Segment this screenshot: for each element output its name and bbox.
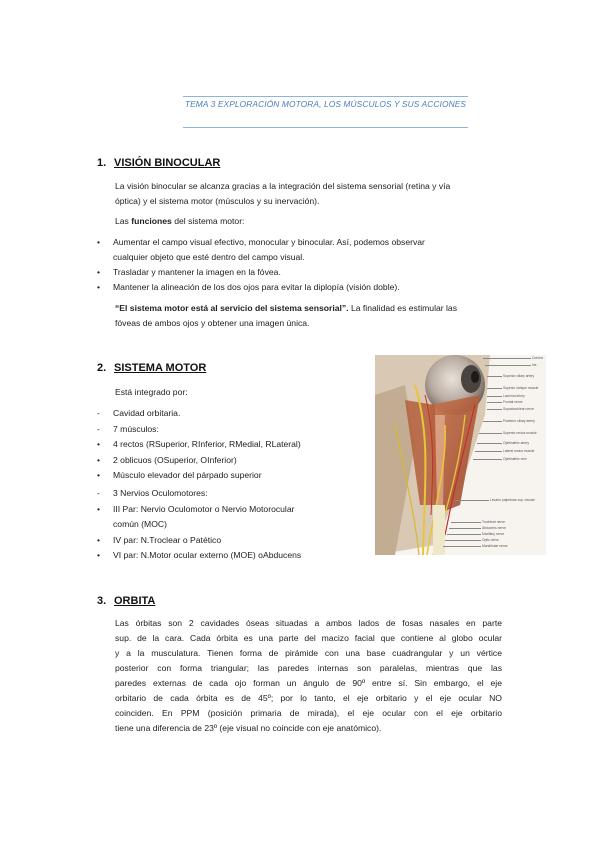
list-text: 3 Nervios Oculomotores:: [113, 488, 208, 498]
s2-intro: Está integrado por:: [115, 387, 188, 397]
list-text: 7 músculos:: [113, 424, 159, 434]
s1-bullet-text: Trasladar y mantener la imagen en la fóvea.: [113, 267, 281, 277]
s1-functions-post: del sistema motor:: [171, 216, 245, 226]
figure-label: Ophthalmic artery: [503, 441, 530, 445]
list-mark: •: [97, 550, 101, 560]
figure-label: Lacrimal artery: [503, 394, 525, 398]
header-top-rule: [183, 96, 468, 97]
figure-label: Cornea: [532, 356, 543, 360]
figure-leader-line: [487, 388, 502, 389]
figure-label: Frontal nerve: [503, 400, 523, 404]
figure-leader-line: [451, 522, 481, 523]
figure-label: Abducens nerve: [482, 526, 506, 530]
figure-label: Ophthalmic vein: [503, 457, 527, 461]
s3-line: Las órbitas son 2 cavidades óseas situadas a ambos lados de fosas nasales en parte: [115, 618, 502, 628]
s3-line: posterior con forma triangular; las paredes internas son paralelas, mientras que las: [115, 663, 502, 673]
list-text: 2 oblicuos (OSuperior, OInferior): [113, 455, 237, 465]
figure-label: Mandibular nerve: [482, 544, 508, 548]
list-text: común (MOC): [113, 519, 167, 529]
s1-intro-line-2: óptica) y el sistema motor (músculos y su inervación).: [115, 196, 320, 206]
figure-leader-line: [455, 500, 489, 501]
figure-leader-line: [479, 433, 502, 434]
section-3-number: 3.: [97, 595, 107, 607]
section-2-heading: [97, 362, 206, 374]
s1-functions-pre: Las: [115, 216, 132, 226]
document-header-title: TEMA 3 EXPLORACIÓN MOTORA, LOS MÚSCULOS Y SUS ACCIONES: [184, 99, 467, 109]
eye-anatomy-drawing: [375, 355, 546, 555]
s1-intro-line-1: La visión binocular se alcanza gracias a la integración del sistema sensorial (retina y vía: [115, 181, 451, 191]
list-mark: •: [97, 455, 101, 465]
s3-line: sup. de la cara. Cada órbita es una parte del macizo facial que contiene al globo ocular: [115, 633, 502, 643]
section-2-title: SISTEMA MOTOR: [114, 362, 207, 374]
s1-quote-line-1: [115, 301, 515, 316]
header-bottom-rule: [183, 127, 468, 128]
figure-leader-line: [473, 459, 502, 460]
figure-leader-line: [487, 396, 502, 397]
figure-leader-line: [487, 402, 502, 403]
list-text: VI par: N.Motor ocular externo (MOE) oAbducens: [113, 550, 302, 560]
bullet-mark: •: [97, 267, 101, 277]
section-1-heading: [97, 157, 220, 169]
s1-bullet-text: Aumentar el campo visual efectivo, monocular y binocular. Así, podemos observar: [113, 237, 425, 247]
figure-label: Superior ciliary artery: [503, 374, 535, 378]
list-mark: •: [97, 439, 101, 449]
section-3-title: ORBITA: [114, 595, 156, 607]
figure-leader-line: [485, 365, 531, 366]
figure-leader-line: [443, 546, 481, 547]
figure-label: Superior oblique muscle: [503, 386, 539, 390]
s3-line: y a la musculatura. Tienen forma de pirámide con una base cuadrangular y un vértice: [115, 648, 502, 658]
section-1-title: VISIÓN BINOCULAR: [114, 157, 221, 169]
s3-line: tiene una diferencia de 23º (eje visual no coincide con eje anatómico).: [115, 723, 382, 733]
s3-line: paredes externas de cada ojo forman un ángulo de 90º entre sí. Sin embargo, el eje: [115, 678, 502, 688]
figure-leader-line: [483, 421, 502, 422]
bullet-mark: •: [97, 282, 101, 292]
list-mark: -: [97, 488, 100, 498]
s1-functions-bold: funciones: [131, 216, 172, 226]
figure-label: Lateral rectus muscle: [503, 449, 535, 453]
s1-quote-rest: La finalidad es estimular las: [348, 303, 458, 313]
s3-line: orbitario de cada órbita es de 45º; por lo tanto, el eje orbitario y el eje ocular NO: [115, 693, 502, 703]
list-text: Músculo elevador del párpado superior: [113, 470, 262, 480]
s1-bullet-text: cualquier objeto que esté dentro del campo visual.: [113, 252, 305, 262]
figure-label: Posterior ciliary artery: [503, 419, 535, 423]
list-mark: -: [97, 424, 100, 434]
figure-label: Iris: [532, 363, 537, 367]
list-mark: •: [97, 535, 101, 545]
figure-label: Levator palpebrae sup. muscle: [490, 498, 536, 502]
figure-leader-line: [487, 376, 502, 377]
figure-leader-line: [445, 540, 481, 541]
figure-label: Optic nerve: [482, 538, 499, 542]
list-mark: •: [97, 470, 101, 480]
list-text: IV par: N.Troclear o Patético: [113, 535, 222, 545]
figure-leader-line: [483, 358, 531, 359]
section-3-heading: [97, 595, 155, 607]
list-text: 4 rectos (RSuperior, RInferior, RMedial, RLateral): [113, 439, 301, 449]
figure-label: Supratrochlear nerve: [503, 407, 534, 411]
figure-leader-line: [487, 409, 502, 410]
list-mark: •: [97, 504, 101, 514]
s3-line: coinciden. En PPM (posición primaria de mirada), el eje ocular con el eje orbitario: [115, 708, 502, 718]
bullet-mark: •: [97, 237, 101, 247]
s1-quote-bold: “El sistema motor está al servicio del sistema sensorial”.: [115, 303, 349, 313]
s1-quote-line-2: fóveas de ambos ojos y obtener una imagen única.: [115, 318, 310, 328]
figure-leader-line: [449, 528, 481, 529]
eye-anatomy-illustration: [375, 355, 546, 555]
figure-leader-line: [477, 443, 502, 444]
s1-bullet-text: Mantener la alineación de los dos ojos para evitar la diplopía (visión doble).: [113, 282, 400, 292]
section-1-number: 1.: [97, 157, 107, 169]
section-2-number: 2.: [97, 362, 107, 374]
list-text: Cavidad orbitaria.: [113, 408, 181, 418]
figure-leader-line: [475, 451, 502, 452]
s1-functions-line: [115, 214, 515, 229]
list-mark: -: [97, 408, 100, 418]
figure-leader-line: [447, 534, 481, 535]
list-text: III Par: Nervio Oculomotor o Nervio Motorocular: [113, 504, 295, 514]
figure-label: Trochlear nerve: [482, 520, 505, 524]
figure-label: Superior rectus muscle: [503, 431, 537, 435]
figure-label: Maxillary nerve: [482, 532, 505, 536]
